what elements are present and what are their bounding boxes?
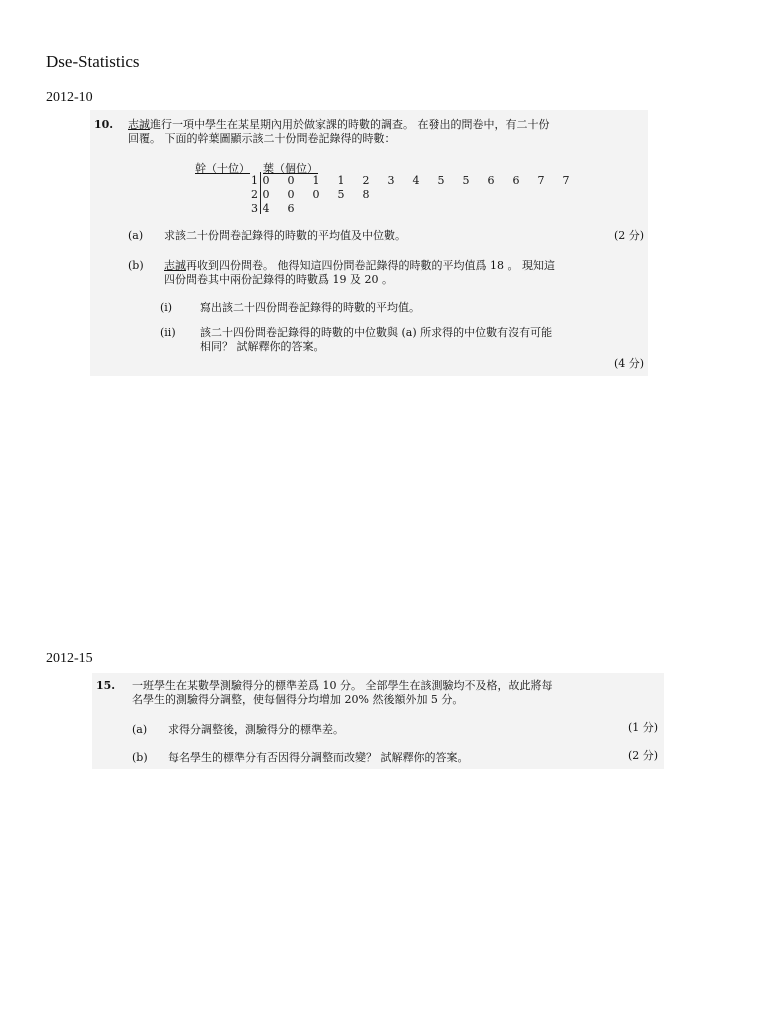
stem-value: 3: [251, 202, 258, 215]
part-b-label: (b): [132, 751, 148, 764]
question-number: 10.: [94, 118, 114, 131]
part-b-line-2: 四份問卷其中兩份記錄得的時數爲 19 及 20 。: [164, 273, 393, 286]
leaf-value: 5: [462, 174, 470, 187]
person-name: 志誠: [128, 118, 150, 131]
question-10-scan: [90, 110, 648, 376]
leaf-value: 6: [512, 174, 520, 187]
leaf-value: 5: [337, 188, 345, 201]
part-a-label: (a): [132, 723, 148, 736]
leaf-header: 葉（個位）: [263, 162, 318, 175]
question-intro-line-1: 一班學生在某數學測驗得分的標準差爲 10 分。 全部學生在該測驗均不及格，故此將每: [132, 679, 553, 692]
part-b-label: (b): [128, 259, 144, 272]
stem-value: 1: [251, 174, 258, 187]
question-intro-line-2: 回覆。 下面的幹葉圖顯示該二十份問卷記錄得的時數：: [128, 132, 396, 145]
leaf-value: 1: [337, 174, 345, 187]
leaf-value: 3: [387, 174, 395, 187]
part-b-i-label: (i): [160, 301, 173, 314]
stem-value: 2: [251, 188, 258, 201]
leaf-value: 5: [437, 174, 445, 187]
part-b-ii-line-1: 該二十四份問卷記錄得的時數的中位數與 (a) 所求得的中位數有沒有可能: [200, 326, 553, 339]
part-a-label: (a): [128, 229, 144, 242]
leaf-value: 0: [262, 174, 270, 187]
leaf-value: 7: [562, 174, 570, 187]
question-15-scan: [92, 673, 664, 769]
part-b-i-text: 寫出該二十四份問卷記錄得的時數的平均值。: [200, 301, 420, 314]
part-b-text: 每名學生的標準分有否因得分調整而改變？ 試解釋你的答案。: [168, 751, 469, 764]
leaf-value: 4: [412, 174, 420, 187]
leaf-value: 0: [287, 188, 295, 201]
part-a-marks: (2 分): [614, 229, 645, 242]
person-name: 志誠: [164, 259, 186, 272]
part-b-ii-line-2: 相同？ 試解釋你的答案。: [200, 340, 325, 353]
part-b-marks: (4 分): [614, 357, 645, 370]
leaf-value: 6: [487, 174, 495, 187]
part-b-marks: (2 分): [628, 749, 659, 762]
leaf-value: 8: [362, 188, 370, 201]
stem-header: 幹（十位）: [195, 162, 250, 175]
document-title: Dse-Statistics: [46, 52, 140, 71]
part-a-marks: (1 分): [628, 721, 659, 734]
intro-line-1-text: 進行一項中學生在某星期內用於做家課的時數的調查。 在發出的問卷中，有二十份: [150, 118, 550, 131]
part-a-text: 求得分調整後，測驗得分的標準差。: [168, 723, 344, 736]
leaf-value: 1: [312, 174, 320, 187]
part-b-line-1-text: 再收到四份問卷。 他得知這四份問卷記錄得的時數的平均值爲 18 。 現知這: [186, 259, 555, 272]
leaf-value: 0: [312, 188, 320, 201]
question-intro-line-2: 名學生的測驗得分調整，使每個得分均增加 20% 然後額外加 5 分。: [132, 693, 464, 706]
leaf-value: 6: [287, 202, 295, 215]
leaf-value: 7: [537, 174, 545, 187]
leaf-value: 0: [262, 188, 270, 201]
leaf-value: 4: [262, 202, 270, 215]
leaf-value: 0: [287, 174, 295, 187]
leaf-value: 2: [362, 174, 370, 187]
section-label-2012-15: 2012-15: [46, 651, 93, 666]
question-intro-line-1: [128, 118, 550, 131]
section-label-2012-10: 2012-10: [46, 90, 93, 105]
part-b-line-1: [164, 259, 555, 272]
part-b-ii-label: (ii): [160, 326, 176, 339]
question-number: 15.: [96, 679, 116, 692]
part-a-text: 求該二十份問卷記錄得的時數的平均值及中位數。: [164, 229, 406, 242]
